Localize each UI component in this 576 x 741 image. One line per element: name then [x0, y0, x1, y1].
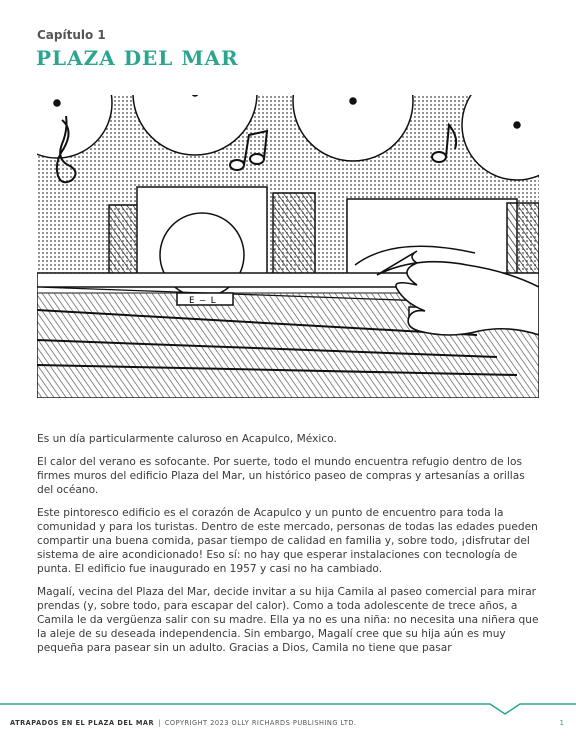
- paragraph: Magalí, vecina del Plaza del Mar, decide invitar a su hija Camila al paseo comercial para mirar prendas (y, sobre todo, para escapar del calor). Como a toda adolescente de trece años, a Camila le da vergüenza salir con su madre. Ella ya no es una niña: no necesita una niñera que la aleje de su deseada independencia. Sin embargo, Magalí cree que su hija aún es muy pequeña para pasear sin un adulto. Gracias a Dios, Camila no tiene que pasar: [37, 586, 539, 654]
- paragraph: El calor del verano es sofocante. Por suerte, todo el mundo encuentra refugio dentro de los firmes muros del edificio Plaza del Mar, un histórico paseo de compras y artesanías a orillas del océano.: [37, 456, 525, 496]
- footer-copyright: COPYRIGHT 2023 OLLY RICHARDS PUBLISHING LTD.: [164, 719, 357, 727]
- paragraph: Este pintoresco edificio es el corazón de Acapulco y un punto de encuentro para toda la comunidad y para los turistas. Dentro de este mercado, personas de todas las edades pueden compartir una buena comida, pasar tiempo de calidad en familia y, sobre todo, ¡disfrutar del sistema de aire acondicionado! Eso sí: no hay que esperar instalaciones con tecnología de punta. El edificio fue inaugurado en 1957 y casi no ha cambiado.: [37, 507, 538, 575]
- record-store-illustration: [37, 95, 539, 398]
- chapter-label: Capítulo 1: [37, 28, 106, 42]
- divider-tag-el: E – L: [189, 296, 217, 306]
- paragraph: Es un día particularmente caluroso en Acapulco, México.: [37, 433, 337, 445]
- footer: [10, 719, 566, 727]
- footer-separator: |: [158, 719, 161, 727]
- body-text: [37, 432, 542, 664]
- chapter-title: PLAZA DEL MAR: [36, 46, 239, 70]
- page-number: 1: [559, 719, 564, 727]
- footer-book-title: ATRAPADOS EN EL PLAZA DEL MAR: [10, 719, 155, 727]
- footer-divider: [0, 698, 576, 718]
